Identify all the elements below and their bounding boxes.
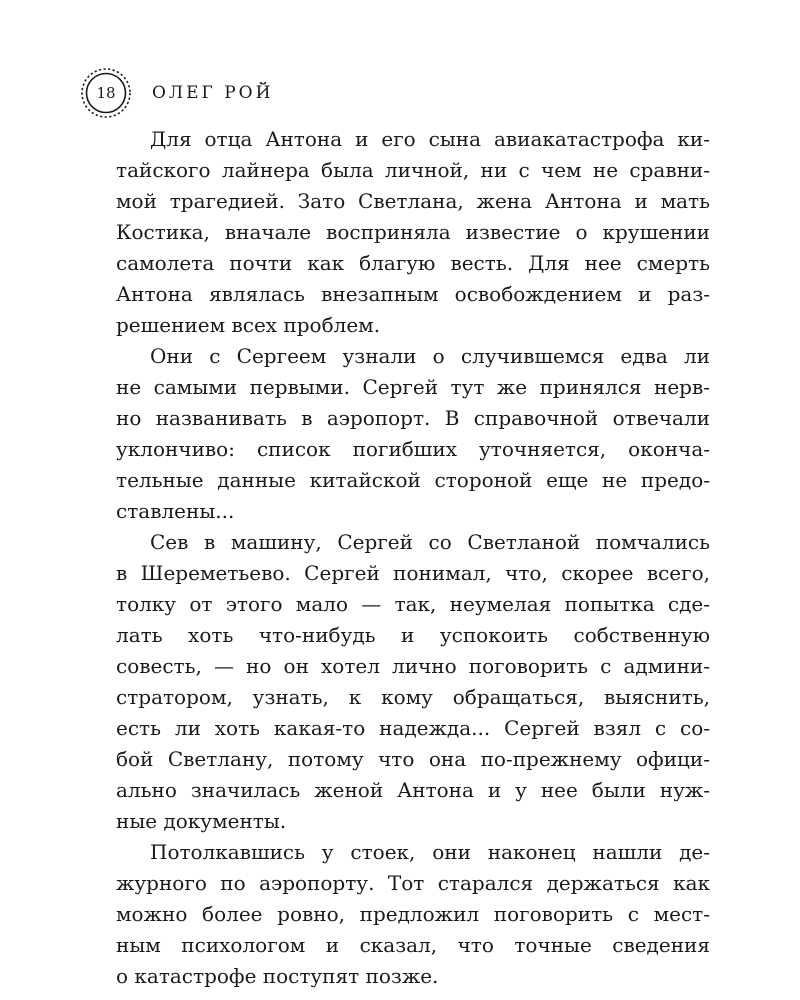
text-line: Костика, вначале восприняла известие о крушении [116, 220, 710, 244]
text-line: решением всех проблем. [116, 313, 381, 337]
text-line: ально значилась женой Антона и у нее были нуж- [116, 778, 710, 802]
text-line: совесть, — но он хотел лично поговорить с админи- [116, 654, 710, 678]
text-line: Потолкавшись у стоек, они наконец нашли де- [150, 840, 710, 864]
text-line: ставлены... [116, 499, 235, 523]
text-line: ные документы. [116, 809, 287, 833]
body-text [116, 124, 710, 992]
text-line: бой Светлану, потому что она по-прежнему офици- [116, 747, 710, 771]
page-number: 18 [96, 84, 116, 102]
text-line: уклончиво: список погибших уточняется, оконча- [116, 437, 710, 461]
text-line: лать хоть что-нибудь и успокоить собственную [116, 623, 710, 647]
text-line: журного по аэропорту. Тот старался держаться как [116, 871, 710, 895]
text-line: Антона являлась внезапным освобождением и раз- [116, 282, 710, 306]
text-line: Сев в машину, Сергей со Светланой помчались [150, 530, 710, 554]
text-line: тельные данные китайской стороной еще не предо- [116, 468, 710, 492]
text-line: о катастрофе поступят позже. [116, 964, 439, 988]
text-line: тайского лайнера была личной, ни с чем не сравни- [116, 158, 710, 182]
text-line: самолета почти как благую весть. Для нее смерть [116, 251, 710, 275]
text-line: стратором, узнать, к кому обращаться, выяснить, [116, 685, 710, 709]
text-line: ным психологом и сказал, что точные сведения [116, 933, 710, 957]
page-number-badge [80, 67, 132, 119]
text-line: не самыми первыми. Сергей тут же принялся нерв- [116, 375, 710, 399]
text-line: мой трагедией. Зато Светлана, жена Антона и мать [116, 189, 710, 213]
text-line: Для отца Антона и его сына авиакатастрофа ки- [150, 127, 710, 151]
text-line: в Шереметьево. Сергей понимал, что, скорее всего, [116, 561, 710, 585]
text-line: можно более ровно, предложил поговорить с мест- [116, 902, 710, 926]
author-name: ОЛЕГ РОЙ [152, 83, 274, 103]
text-line: Они с Сергеем узнали о случившемся едва ли [150, 344, 710, 368]
text-line: толку от этого мало — так, неумелая попытка сде- [116, 592, 710, 616]
text-line: есть ли хоть какая-то надежда... Сергей взял с со- [116, 716, 710, 740]
running-header [80, 66, 273, 120]
text-line: но названивать в аэропорт. В справочной отвечали [116, 406, 710, 430]
